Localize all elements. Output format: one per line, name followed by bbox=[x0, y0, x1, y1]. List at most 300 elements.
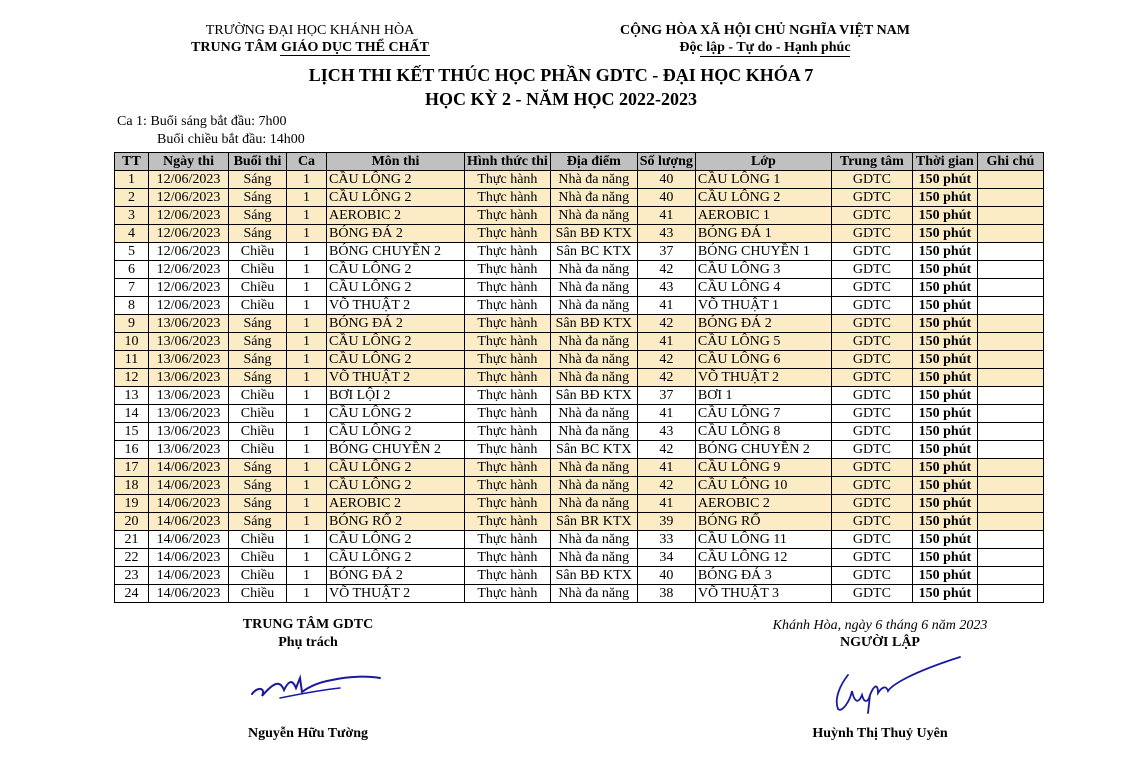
table-cell-place: Nhà đa năng bbox=[550, 459, 637, 477]
table-cell-center: GDTC bbox=[831, 459, 912, 477]
table-cell-place: Nhà đa năng bbox=[550, 261, 637, 279]
table-cell-cls: CẦU LÔNG 10 bbox=[695, 477, 831, 495]
table-cell-subject: BƠI LỘI 2 bbox=[327, 387, 465, 405]
table-cell-count: 41 bbox=[637, 297, 695, 315]
table-cell-time: 150 phút bbox=[912, 297, 977, 315]
table-cell-note bbox=[977, 189, 1043, 207]
table-cell-form: Thực hành bbox=[465, 477, 551, 495]
table-cell-place: Nhà đa năng bbox=[550, 495, 637, 513]
table-cell-tt: 2 bbox=[115, 189, 149, 207]
table-cell-note bbox=[977, 207, 1043, 225]
table-cell-ca: 1 bbox=[287, 207, 327, 225]
table-cell-date: 14/06/2023 bbox=[149, 567, 229, 585]
table-row bbox=[115, 513, 1044, 531]
motto-subline: Độc lập - Tự do - Hạnh phúc bbox=[679, 40, 851, 55]
table-cell-count: 41 bbox=[637, 459, 695, 477]
table-cell-note bbox=[977, 441, 1043, 459]
table-row bbox=[115, 315, 1044, 333]
table-cell-note bbox=[977, 369, 1043, 387]
table-cell-tt: 19 bbox=[115, 495, 149, 513]
table-cell-center: GDTC bbox=[831, 405, 912, 423]
table-cell-place: Nhà đa năng bbox=[550, 531, 637, 549]
table-cell-count: 42 bbox=[637, 369, 695, 387]
signature-left bbox=[240, 660, 390, 710]
table-cell-center: GDTC bbox=[831, 261, 912, 279]
table-cell-date: 13/06/2023 bbox=[149, 387, 229, 405]
table-cell-count: 41 bbox=[637, 333, 695, 351]
table-cell-form: Thực hành bbox=[465, 297, 551, 315]
table-cell-cls: BÓNG CHUYỀN 1 bbox=[695, 243, 831, 261]
table-cell-note bbox=[977, 333, 1043, 351]
table-cell-cls: CẦU LÔNG 3 bbox=[695, 261, 831, 279]
table-row bbox=[115, 207, 1044, 225]
table-cell-date: 13/06/2023 bbox=[149, 315, 229, 333]
table-cell-subject: CẦU LÔNG 2 bbox=[327, 279, 465, 297]
table-cell-form: Thực hành bbox=[465, 171, 551, 189]
table-cell-cls: VÕ THUẬT 3 bbox=[695, 585, 831, 603]
table-cell-tt: 16 bbox=[115, 441, 149, 459]
table-cell-form: Thực hành bbox=[465, 189, 551, 207]
table-cell-form: Thực hành bbox=[465, 459, 551, 477]
department-underline bbox=[280, 55, 430, 56]
table-cell-count: 42 bbox=[637, 315, 695, 333]
table-cell-subject: BÓNG ĐÁ 2 bbox=[327, 315, 465, 333]
table-cell-session: Chiều bbox=[229, 279, 287, 297]
signature-right bbox=[820, 655, 970, 717]
table-cell-count: 39 bbox=[637, 513, 695, 531]
table-header-row bbox=[115, 153, 1044, 171]
table-cell-ca: 1 bbox=[287, 225, 327, 243]
table-cell-cls: CẦU LÔNG 6 bbox=[695, 351, 831, 369]
table-cell-center: GDTC bbox=[831, 351, 912, 369]
footer-right-name: Huỳnh Thị Thuỷ Uyên bbox=[812, 726, 948, 741]
table-cell-count: 43 bbox=[637, 225, 695, 243]
table-cell-date: 12/06/2023 bbox=[149, 243, 229, 261]
table-cell-note bbox=[977, 531, 1043, 549]
table-cell-tt: 10 bbox=[115, 333, 149, 351]
table-cell-count: 38 bbox=[637, 585, 695, 603]
table-cell-session: Sáng bbox=[229, 315, 287, 333]
table-cell-place: Sân BC KTX bbox=[550, 441, 637, 459]
table-cell-ca: 1 bbox=[287, 387, 327, 405]
table-cell-subject: BÓNG ĐÁ 2 bbox=[327, 225, 465, 243]
table-row bbox=[115, 297, 1044, 315]
table-cell-session: Chiều bbox=[229, 405, 287, 423]
table-cell-tt: 12 bbox=[115, 369, 149, 387]
table-cell-time: 150 phút bbox=[912, 441, 977, 459]
table-cell-note bbox=[977, 495, 1043, 513]
table-cell-time: 150 phút bbox=[912, 387, 977, 405]
table-cell-place: Sân BĐ KTX bbox=[550, 315, 637, 333]
table-cell-date: 13/06/2023 bbox=[149, 333, 229, 351]
table-cell-session: Chiều bbox=[229, 297, 287, 315]
table-cell-ca: 1 bbox=[287, 495, 327, 513]
table-cell-time: 150 phút bbox=[912, 495, 977, 513]
table-cell-tt: 21 bbox=[115, 531, 149, 549]
table-cell-form: Thực hành bbox=[465, 405, 551, 423]
table-cell-session: Sáng bbox=[229, 171, 287, 189]
table-row bbox=[115, 171, 1044, 189]
table-cell-date: 12/06/2023 bbox=[149, 225, 229, 243]
table-cell-note bbox=[977, 423, 1043, 441]
table-cell-subject: CẦU LÔNG 2 bbox=[327, 351, 465, 369]
table-cell-ca: 1 bbox=[287, 279, 327, 297]
table-cell-cls: CẦU LÔNG 8 bbox=[695, 423, 831, 441]
table-cell-tt: 13 bbox=[115, 387, 149, 405]
table-row bbox=[115, 549, 1044, 567]
table-cell-place: Nhà đa năng bbox=[550, 549, 637, 567]
table-cell-cls: AEROBIC 2 bbox=[695, 495, 831, 513]
page-subtitle: HỌC KỲ 2 - NĂM HỌC 2022-2023 bbox=[425, 89, 697, 109]
table-cell-center: GDTC bbox=[831, 513, 912, 531]
table-cell-count: 33 bbox=[637, 531, 695, 549]
table-cell-subject: BÓNG RỔ 2 bbox=[327, 513, 465, 531]
table-cell-form: Thực hành bbox=[465, 243, 551, 261]
table-cell-note bbox=[977, 297, 1043, 315]
table-cell-center: GDTC bbox=[831, 477, 912, 495]
table-cell-center: GDTC bbox=[831, 297, 912, 315]
table-row bbox=[115, 495, 1044, 513]
table-cell-place: Sân BĐ KTX bbox=[550, 225, 637, 243]
table-cell-note bbox=[977, 351, 1043, 369]
table-cell-cls: VÕ THUẬT 2 bbox=[695, 369, 831, 387]
table-cell-center: GDTC bbox=[831, 369, 912, 387]
table-cell-subject: CẦU LÔNG 2 bbox=[327, 405, 465, 423]
table-cell-form: Thực hành bbox=[465, 279, 551, 297]
table-cell-place: Sân BC KTX bbox=[550, 243, 637, 261]
table-cell-note bbox=[977, 513, 1043, 531]
table-cell-session: Sáng bbox=[229, 351, 287, 369]
table-cell-subject: CẦU LÔNG 2 bbox=[327, 549, 465, 567]
table-cell-cls: VÕ THUẬT 1 bbox=[695, 297, 831, 315]
table-cell-count: 41 bbox=[637, 207, 695, 225]
table-cell-subject: BÓNG CHUYỀN 2 bbox=[327, 441, 465, 459]
school-name: TRƯỜNG ĐẠI HỌC KHÁNH HÒA bbox=[205, 23, 415, 38]
table-cell-time: 150 phút bbox=[912, 423, 977, 441]
table-row bbox=[115, 279, 1044, 297]
table-cell-cls: BÓNG RỔ bbox=[695, 513, 831, 531]
table-cell-note bbox=[977, 405, 1043, 423]
table-cell-form: Thực hành bbox=[465, 567, 551, 585]
table-cell-count: 43 bbox=[637, 423, 695, 441]
table-cell-center: GDTC bbox=[831, 567, 912, 585]
table-cell-session: Chiều bbox=[229, 567, 287, 585]
motto-underline bbox=[700, 56, 850, 57]
table-cell-form: Thực hành bbox=[465, 351, 551, 369]
table-cell-tt: 11 bbox=[115, 351, 149, 369]
table-cell-count: 42 bbox=[637, 261, 695, 279]
table-cell-note bbox=[977, 243, 1043, 261]
table-cell-place: Sân BR KTX bbox=[550, 513, 637, 531]
table-cell-session: Sáng bbox=[229, 189, 287, 207]
table-cell-date: 14/06/2023 bbox=[149, 459, 229, 477]
table-cell-center: GDTC bbox=[831, 243, 912, 261]
table-cell-form: Thực hành bbox=[465, 495, 551, 513]
table-row bbox=[115, 585, 1044, 603]
table-cell-tt: 14 bbox=[115, 405, 149, 423]
table-cell-note bbox=[977, 225, 1043, 243]
shift-afternoon-info: Buổi chiều bắt đầu: 14h00 bbox=[157, 132, 305, 147]
table-cell-cls: BÓNG ĐÁ 1 bbox=[695, 225, 831, 243]
col-header: Buổi thi bbox=[229, 153, 287, 171]
footer-left-role: Phụ trách bbox=[278, 635, 338, 650]
table-body bbox=[115, 171, 1044, 603]
table-row bbox=[115, 423, 1044, 441]
table-cell-place: Nhà đa năng bbox=[550, 585, 637, 603]
table-cell-form: Thực hành bbox=[465, 441, 551, 459]
table-cell-ca: 1 bbox=[287, 351, 327, 369]
table-cell-count: 40 bbox=[637, 189, 695, 207]
table-cell-time: 150 phút bbox=[912, 549, 977, 567]
table-cell-place: Nhà đa năng bbox=[550, 405, 637, 423]
table-cell-note bbox=[977, 387, 1043, 405]
table-cell-center: GDTC bbox=[831, 279, 912, 297]
table-cell-count: 40 bbox=[637, 171, 695, 189]
table-cell-cls: CẦU LÔNG 12 bbox=[695, 549, 831, 567]
table-cell-subject: BÓNG CHUYỀN 2 bbox=[327, 243, 465, 261]
table-cell-subject: BÓNG ĐÁ 2 bbox=[327, 567, 465, 585]
table-cell-cls: BÓNG ĐÁ 2 bbox=[695, 315, 831, 333]
table-cell-form: Thực hành bbox=[465, 585, 551, 603]
table-row bbox=[115, 243, 1044, 261]
table-cell-place: Nhà đa năng bbox=[550, 279, 637, 297]
table-cell-session: Chiều bbox=[229, 423, 287, 441]
table-cell-form: Thực hành bbox=[465, 261, 551, 279]
table-cell-session: Sáng bbox=[229, 333, 287, 351]
table-cell-form: Thực hành bbox=[465, 387, 551, 405]
table-cell-date: 13/06/2023 bbox=[149, 405, 229, 423]
table-cell-count: 42 bbox=[637, 477, 695, 495]
table-cell-tt: 24 bbox=[115, 585, 149, 603]
table-cell-session: Sáng bbox=[229, 459, 287, 477]
table-cell-date: 14/06/2023 bbox=[149, 585, 229, 603]
table-cell-time: 150 phút bbox=[912, 369, 977, 387]
table-row bbox=[115, 189, 1044, 207]
table-cell-cls: BÓNG ĐÁ 3 bbox=[695, 567, 831, 585]
table-cell-count: 42 bbox=[637, 441, 695, 459]
table-cell-session: Chiều bbox=[229, 441, 287, 459]
table-cell-ca: 1 bbox=[287, 405, 327, 423]
table-cell-cls: BÓNG CHUYỀN 2 bbox=[695, 441, 831, 459]
table-cell-date: 14/06/2023 bbox=[149, 495, 229, 513]
col-header: Ngày thi bbox=[149, 153, 229, 171]
table-cell-tt: 7 bbox=[115, 279, 149, 297]
table-cell-time: 150 phút bbox=[912, 315, 977, 333]
table-cell-session: Chiều bbox=[229, 387, 287, 405]
table-cell-count: 37 bbox=[637, 243, 695, 261]
table-cell-form: Thực hành bbox=[465, 315, 551, 333]
table-cell-date: 13/06/2023 bbox=[149, 369, 229, 387]
table-cell-note bbox=[977, 315, 1043, 333]
table-cell-place: Nhà đa năng bbox=[550, 333, 637, 351]
table-cell-cls: AEROBIC 1 bbox=[695, 207, 831, 225]
table-cell-time: 150 phút bbox=[912, 243, 977, 261]
table-row bbox=[115, 333, 1044, 351]
table-cell-form: Thực hành bbox=[465, 225, 551, 243]
table-cell-subject: CẦU LÔNG 2 bbox=[327, 423, 465, 441]
table-cell-tt: 9 bbox=[115, 315, 149, 333]
table-cell-date: 12/06/2023 bbox=[149, 171, 229, 189]
table-cell-place: Nhà đa năng bbox=[550, 423, 637, 441]
table-cell-tt: 4 bbox=[115, 225, 149, 243]
table-cell-subject: CẦU LÔNG 2 bbox=[327, 531, 465, 549]
table-cell-ca: 1 bbox=[287, 297, 327, 315]
table-cell-note bbox=[977, 279, 1043, 297]
table-cell-date: 14/06/2023 bbox=[149, 477, 229, 495]
table-row bbox=[115, 459, 1044, 477]
table-cell-subject: CẦU LÔNG 2 bbox=[327, 477, 465, 495]
table-cell-subject: VÕ THUẬT 2 bbox=[327, 369, 465, 387]
table-row bbox=[115, 531, 1044, 549]
table-cell-place: Sân BĐ KTX bbox=[550, 387, 637, 405]
table-cell-time: 150 phút bbox=[912, 207, 977, 225]
table-cell-time: 150 phút bbox=[912, 351, 977, 369]
table-cell-ca: 1 bbox=[287, 441, 327, 459]
table-cell-tt: 1 bbox=[115, 171, 149, 189]
table-cell-center: GDTC bbox=[831, 189, 912, 207]
table-cell-ca: 1 bbox=[287, 585, 327, 603]
table-cell-cls: CẦU LÔNG 1 bbox=[695, 171, 831, 189]
table-cell-cls: CẦU LÔNG 5 bbox=[695, 333, 831, 351]
col-header: Địa điểm bbox=[550, 153, 637, 171]
table-cell-subject: VÕ THUẬT 2 bbox=[327, 297, 465, 315]
table-row bbox=[115, 405, 1044, 423]
table-cell-tt: 22 bbox=[115, 549, 149, 567]
table-cell-center: GDTC bbox=[831, 171, 912, 189]
table-cell-form: Thực hành bbox=[465, 549, 551, 567]
table-cell-cls: CẦU LÔNG 2 bbox=[695, 189, 831, 207]
table-cell-tt: 20 bbox=[115, 513, 149, 531]
table-cell-center: GDTC bbox=[831, 549, 912, 567]
table-cell-date: 12/06/2023 bbox=[149, 279, 229, 297]
table-cell-ca: 1 bbox=[287, 549, 327, 567]
table-cell-note bbox=[977, 585, 1043, 603]
table-cell-tt: 18 bbox=[115, 477, 149, 495]
table-cell-time: 150 phút bbox=[912, 405, 977, 423]
table-cell-session: Sáng bbox=[229, 513, 287, 531]
table-cell-center: GDTC bbox=[831, 441, 912, 459]
table-cell-time: 150 phút bbox=[912, 225, 977, 243]
table-cell-subject: AEROBIC 2 bbox=[327, 495, 465, 513]
table-cell-place: Nhà đa năng bbox=[550, 297, 637, 315]
table-row bbox=[115, 369, 1044, 387]
table-cell-ca: 1 bbox=[287, 531, 327, 549]
table-cell-count: 34 bbox=[637, 549, 695, 567]
table-cell-date: 14/06/2023 bbox=[149, 531, 229, 549]
table-cell-center: GDTC bbox=[831, 423, 912, 441]
table-cell-session: Sáng bbox=[229, 225, 287, 243]
table-cell-ca: 1 bbox=[287, 513, 327, 531]
table-cell-session: Chiều bbox=[229, 261, 287, 279]
table-cell-cls: CẦU LÔNG 9 bbox=[695, 459, 831, 477]
table-cell-note bbox=[977, 171, 1043, 189]
table-cell-tt: 17 bbox=[115, 459, 149, 477]
table-cell-time: 150 phút bbox=[912, 279, 977, 297]
page-title: LỊCH THI KẾT THÚC HỌC PHẦN GDTC - ĐẠI HỌC KHÓA 7 bbox=[308, 65, 814, 85]
table-cell-count: 41 bbox=[637, 495, 695, 513]
table-cell-cls: BƠI 1 bbox=[695, 387, 831, 405]
table-cell-form: Thực hành bbox=[465, 531, 551, 549]
table-cell-subject: CẦU LÔNG 2 bbox=[327, 333, 465, 351]
table-cell-place: Nhà đa năng bbox=[550, 207, 637, 225]
table-cell-tt: 8 bbox=[115, 297, 149, 315]
table-cell-session: Sáng bbox=[229, 477, 287, 495]
footer-date: Khánh Hòa, ngày 6 tháng 6 năm 2023 bbox=[772, 618, 988, 633]
table-cell-ca: 1 bbox=[287, 189, 327, 207]
table-row bbox=[115, 225, 1044, 243]
col-header: Hình thức thi bbox=[465, 153, 551, 171]
table-cell-session: Sáng bbox=[229, 207, 287, 225]
table-cell-note bbox=[977, 261, 1043, 279]
table-cell-center: GDTC bbox=[831, 315, 912, 333]
table-cell-count: 42 bbox=[637, 351, 695, 369]
national-motto: CỘNG HÒA XÃ HỘI CHỦ NGHĨA VIỆT NAM bbox=[619, 23, 910, 38]
table-cell-date: 12/06/2023 bbox=[149, 207, 229, 225]
table-cell-tt: 23 bbox=[115, 567, 149, 585]
table-cell-time: 150 phút bbox=[912, 171, 977, 189]
table-cell-time: 150 phút bbox=[912, 477, 977, 495]
table-cell-center: GDTC bbox=[831, 387, 912, 405]
table-cell-ca: 1 bbox=[287, 423, 327, 441]
table-cell-count: 43 bbox=[637, 279, 695, 297]
table-cell-time: 150 phút bbox=[912, 513, 977, 531]
table-cell-tt: 15 bbox=[115, 423, 149, 441]
table-cell-cls: CẦU LÔNG 4 bbox=[695, 279, 831, 297]
table-cell-center: GDTC bbox=[831, 333, 912, 351]
table-row bbox=[115, 387, 1044, 405]
table-cell-tt: 3 bbox=[115, 207, 149, 225]
col-header: Trung tâm bbox=[831, 153, 912, 171]
table-cell-note bbox=[977, 477, 1043, 495]
table-cell-ca: 1 bbox=[287, 459, 327, 477]
table-cell-center: GDTC bbox=[831, 207, 912, 225]
table-cell-date: 13/06/2023 bbox=[149, 441, 229, 459]
table-cell-date: 12/06/2023 bbox=[149, 297, 229, 315]
table-cell-subject: CẦU LÔNG 2 bbox=[327, 459, 465, 477]
table-cell-form: Thực hành bbox=[465, 423, 551, 441]
table-cell-subject: CẦU LÔNG 2 bbox=[327, 189, 465, 207]
table-cell-place: Nhà đa năng bbox=[550, 171, 637, 189]
table-row bbox=[115, 567, 1044, 585]
col-header: Số lượng bbox=[637, 153, 695, 171]
table-cell-place: Nhà đa năng bbox=[550, 351, 637, 369]
table-cell-note bbox=[977, 549, 1043, 567]
table-cell-session: Chiều bbox=[229, 531, 287, 549]
table-cell-count: 37 bbox=[637, 387, 695, 405]
table-cell-count: 40 bbox=[637, 567, 695, 585]
table-cell-place: Nhà đa năng bbox=[550, 477, 637, 495]
table-cell-note bbox=[977, 567, 1043, 585]
table-cell-form: Thực hành bbox=[465, 369, 551, 387]
table-cell-time: 150 phút bbox=[912, 531, 977, 549]
table-cell-ca: 1 bbox=[287, 261, 327, 279]
table-cell-session: Sáng bbox=[229, 369, 287, 387]
table-cell-cls: CẦU LÔNG 7 bbox=[695, 405, 831, 423]
table-cell-date: 13/06/2023 bbox=[149, 351, 229, 369]
footer-org: TRUNG TÂM GDTC bbox=[242, 617, 374, 632]
col-header: Ghi chú bbox=[977, 153, 1043, 171]
table-cell-session: Chiều bbox=[229, 549, 287, 567]
col-header: Lớp bbox=[695, 153, 831, 171]
col-header: Môn thi bbox=[327, 153, 465, 171]
table-cell-date: 14/06/2023 bbox=[149, 513, 229, 531]
table-cell-center: GDTC bbox=[831, 495, 912, 513]
table-cell-date: 12/06/2023 bbox=[149, 189, 229, 207]
table-cell-time: 150 phút bbox=[912, 585, 977, 603]
table-cell-tt: 5 bbox=[115, 243, 149, 261]
table-cell-time: 150 phút bbox=[912, 189, 977, 207]
table-cell-date: 12/06/2023 bbox=[149, 261, 229, 279]
